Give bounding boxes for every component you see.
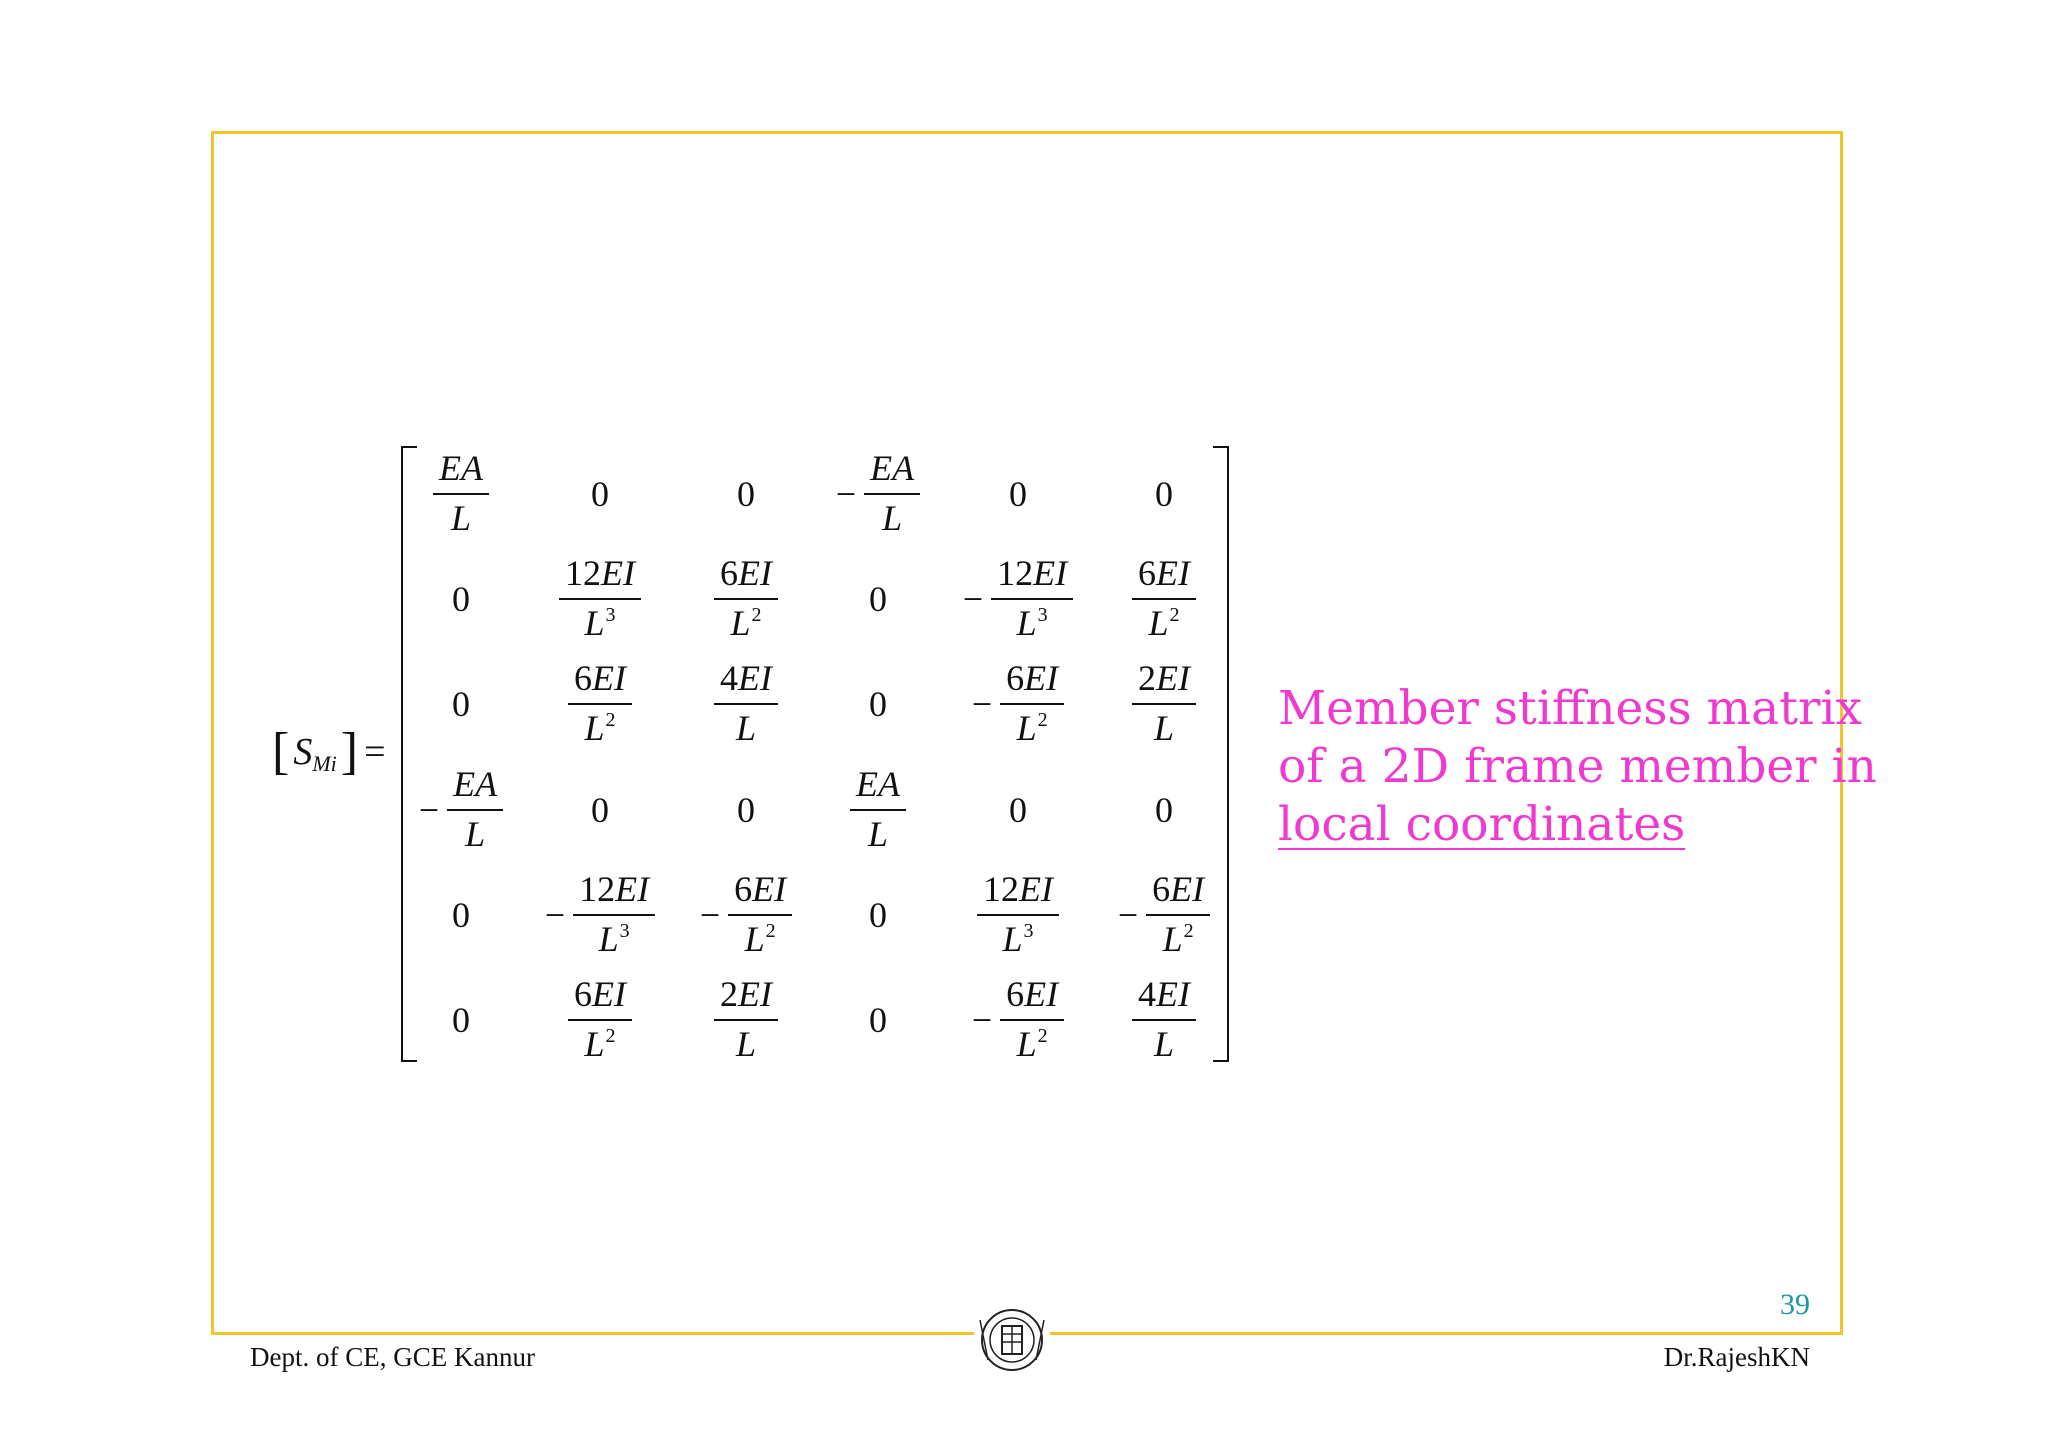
fraction-numerator: 2EI [714,975,778,1021]
matrix-zero: 0 [591,790,609,830]
page-number: 39 [1780,1288,1810,1321]
minus-sign: − [544,895,566,935]
fraction-numerator: 12EI [573,870,655,916]
matrix-cell [391,760,531,860]
symbol-s: S [293,731,313,773]
matrix-cell [1094,865,1234,965]
matrix-cell [1094,760,1234,860]
fraction-numerator: 6EI [1000,975,1064,1021]
matrix-cell [808,970,948,1070]
fraction-denominator: $L^2$ [730,603,762,643]
matrix-zero: 0 [1155,474,1173,514]
fraction-numerator: 6EI [1000,659,1064,705]
matrix-cell [808,549,948,649]
left-bracket: [ [272,723,290,780]
symbol-subscript: Mi [312,751,337,776]
matrix-cell [530,970,670,1070]
fraction-denominator: $L^3$ [1002,919,1034,959]
minus-sign: − [971,684,993,724]
fraction-numerator: EA [850,765,906,811]
matrix-fraction [573,870,655,959]
matrix-cell [948,549,1088,649]
fraction-denominator: L [735,708,756,748]
matrix-cell [808,760,948,860]
matrix-zero: 0 [452,1000,470,1040]
matrix-fraction [1000,659,1064,748]
footer-department: Dept. of CE, GCE Kannur [250,1342,535,1372]
matrix-cell [676,760,816,860]
fraction-denominator: $L^2$ [584,1024,616,1064]
caption-line-2: of a 2D frame member in [1278,739,1877,794]
fraction-numerator: 6EI [728,870,792,916]
footer-author: Dr.RajeshKN [1663,1342,1810,1372]
matrix-zero: 0 [737,474,755,514]
fraction-denominator: $L^3$ [584,603,616,643]
fraction-numerator: 6EI [568,975,632,1021]
fraction-denominator: $L^2$ [1016,708,1048,748]
matrix-fraction [991,554,1073,643]
matrix-cell [676,970,816,1070]
fraction-denominator: $L^2$ [1162,919,1194,959]
fraction-denominator: $L^3$ [1016,603,1048,643]
matrix-cell [391,549,531,649]
fraction-denominator: L [867,814,888,854]
fraction-numerator: 12EI [559,554,641,600]
matrix-fraction [1132,975,1196,1064]
fraction-numerator: 2EI [1132,659,1196,705]
matrix-fraction [728,870,792,959]
matrix-cell [676,865,816,965]
matrix-fraction [433,449,489,538]
matrix-zero: 0 [869,1000,887,1040]
matrix-zero: 0 [452,895,470,935]
right-bracket: ] [340,723,359,780]
fraction-numerator: EA [864,449,920,495]
equals-sign: = [364,731,386,773]
fraction-numerator: 6EI [714,554,778,600]
matrix-cell [1094,654,1234,754]
matrix-cell [530,654,670,754]
minus-sign: − [1117,895,1139,935]
minus-sign: − [835,474,857,514]
matrix-fraction [977,870,1059,959]
matrix-zero: 0 [869,684,887,724]
matrix-fraction [714,975,778,1064]
matrix-cell [1094,444,1234,544]
matrix-fraction [1132,659,1196,748]
matrix-cell [948,970,1088,1070]
matrix-fraction [447,765,503,854]
matrix-cell [391,970,531,1070]
matrix-cell [808,444,948,544]
fraction-numerator: 6EI [1146,870,1210,916]
matrix-zero: 0 [452,684,470,724]
matrix-cell [676,549,816,649]
matrix-cell [948,444,1088,544]
fraction-denominator: $L^2$ [1148,603,1180,643]
matrix-cell [676,444,816,544]
fraction-numerator: 6EI [568,659,632,705]
matrix-fraction [864,449,920,538]
fraction-numerator: 4EI [714,659,778,705]
matrix-cell [530,760,670,860]
minus-sign: − [699,895,721,935]
fraction-numerator: 4EI [1132,975,1196,1021]
matrix-fraction [559,554,641,643]
caption [1278,680,1877,854]
fraction-denominator: $L^2$ [1016,1024,1048,1064]
minus-sign: − [418,790,440,830]
matrix-fraction [850,765,906,854]
fraction-denominator: L [882,498,903,538]
matrix-cell [391,865,531,965]
minus-sign: − [962,579,984,619]
matrix-cell [808,865,948,965]
matrix-cell [530,444,670,544]
matrix-fraction [1000,975,1064,1064]
matrix-zero: 0 [452,579,470,619]
matrix-fraction [714,554,778,643]
matrix-zero: 0 [1009,474,1027,514]
matrix-zero: 0 [737,790,755,830]
college-logo-icon [974,1300,1050,1380]
matrix-cell [808,654,948,754]
matrix-cell [391,444,531,544]
matrix-zero: 0 [869,895,887,935]
matrix-cell [948,865,1088,965]
fraction-denominator: L [465,814,486,854]
caption-line-3: local coordinates [1278,797,1686,852]
matrix-fraction [568,659,632,748]
matrix-symbol [272,722,386,782]
matrix-cell [948,654,1088,754]
matrix-zero: 0 [591,474,609,514]
fraction-denominator: $L^3$ [598,919,630,959]
fraction-numerator: 12EI [977,870,1059,916]
fraction-denominator: L [1153,1024,1174,1064]
matrix-zero: 0 [1009,790,1027,830]
fraction-denominator: L [1153,708,1174,748]
fraction-denominator: L [450,498,471,538]
matrix-fraction [568,975,632,1064]
caption-line-1: Member stiffness matrix [1278,681,1862,736]
fraction-numerator: 6EI [1132,554,1196,600]
matrix-cell [1094,970,1234,1070]
matrix-fraction [714,659,778,748]
fraction-numerator: EA [447,765,503,811]
fraction-numerator: EA [433,449,489,495]
fraction-numerator: 12EI [991,554,1073,600]
matrix-cell [948,760,1088,860]
matrix-zero: 0 [1155,790,1173,830]
fraction-denominator: $L^2$ [744,919,776,959]
matrix-cell [530,865,670,965]
matrix-fraction [1132,554,1196,643]
fraction-denominator: $L^2$ [584,708,616,748]
minus-sign: − [971,1000,993,1040]
fraction-denominator: L [735,1024,756,1064]
matrix-cell [676,654,816,754]
matrix-cell [530,549,670,649]
matrix-cell [1094,549,1234,649]
matrix-zero: 0 [869,579,887,619]
matrix-cell [391,654,531,754]
matrix-fraction [1146,870,1210,959]
